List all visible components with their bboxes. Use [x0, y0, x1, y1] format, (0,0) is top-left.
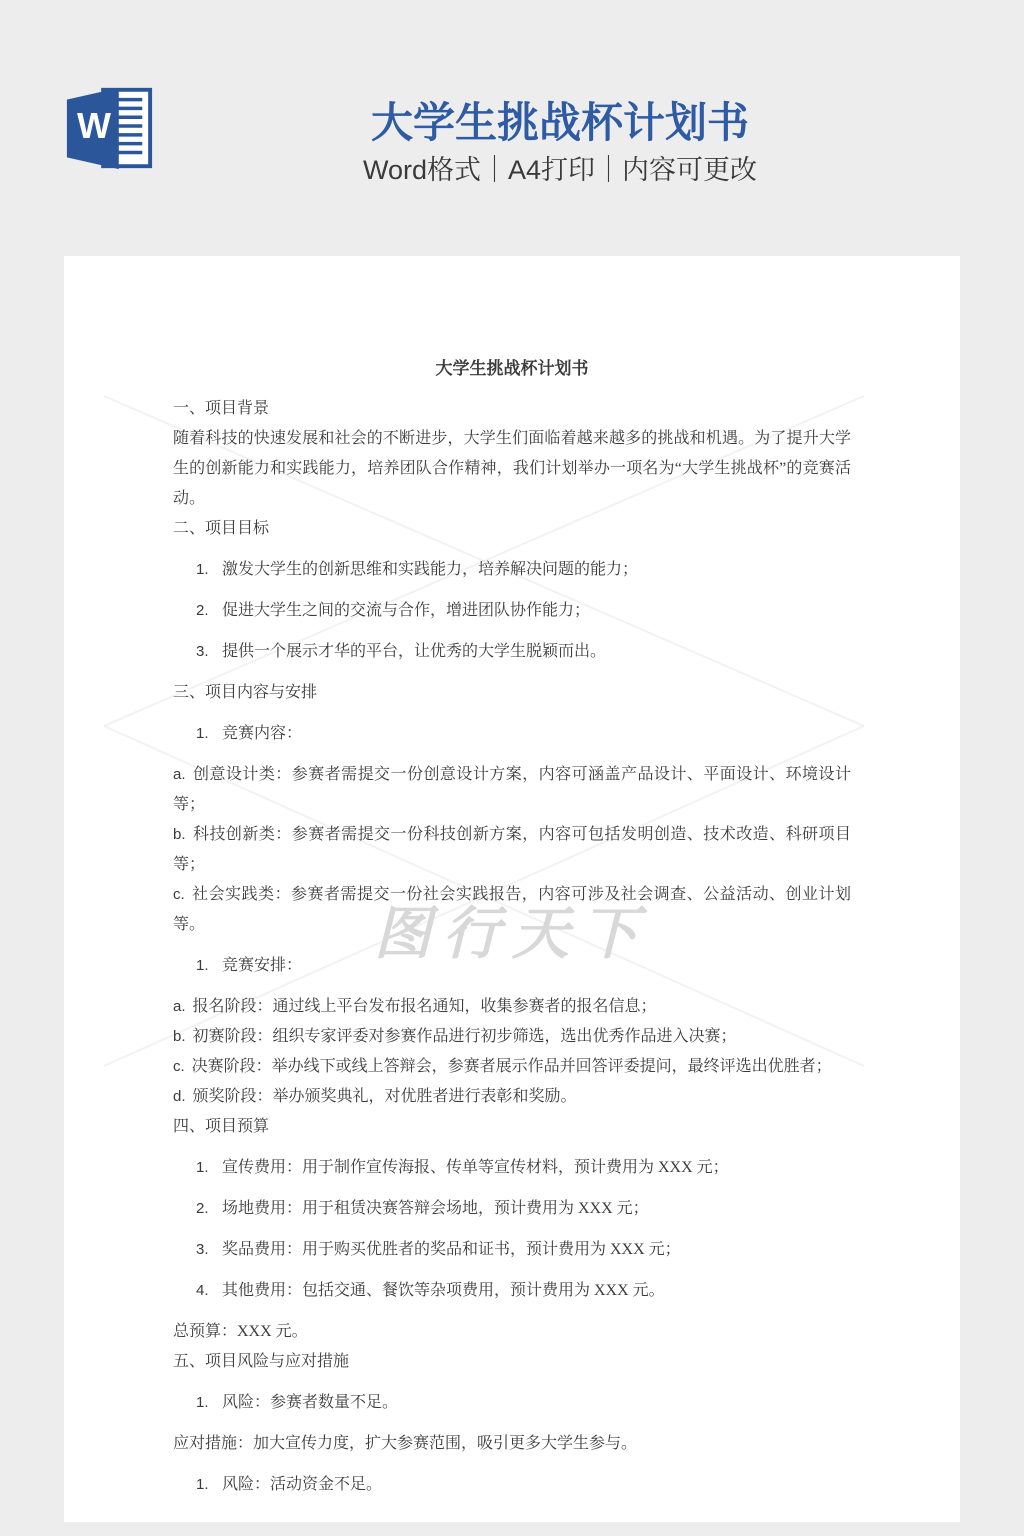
list-item-text: 竞赛内容： — [222, 725, 303, 742]
list-item-letter: a. — [173, 998, 186, 1015]
section-heading: 一、项目背景 — [173, 400, 270, 417]
list-item-text: 场地费用：用于租赁决赛答辩会场地，预计费用为 XXX 元； — [222, 1200, 649, 1217]
lettered-list-item — [173, 820, 851, 880]
list-item-text: 其他费用：包括交通、餐饮等杂项费用，预计费用为 XXX 元。 — [222, 1282, 665, 1299]
document-title: 大学生挑战杯计划书 — [435, 359, 589, 378]
numbered-list-item — [173, 596, 851, 626]
list-item-number: 2. — [196, 1200, 209, 1217]
document-page — [64, 256, 960, 1522]
lettered-list-item — [173, 992, 851, 1022]
doc-content — [64, 256, 960, 1500]
list-item-number: 1. — [196, 725, 209, 742]
page-title: 大学生挑战杯计划书 — [370, 99, 749, 146]
lettered-list-item — [173, 880, 851, 940]
list-item-letter: a. — [173, 766, 186, 783]
numbered-list-item — [173, 719, 851, 749]
numbered-list-item — [173, 1153, 851, 1183]
list-item-number: 1. — [196, 957, 209, 974]
numbered-list-item — [173, 951, 851, 981]
section-heading: 五、项目风险与应对措施 — [173, 1353, 350, 1370]
list-item-text: 初赛阶段：组织专家评委对参赛作品进行初步筛选，选出优秀作品进入决赛； — [192, 1028, 737, 1045]
list-item-text: 颁奖阶段：举办颁奖典礼，对优胜者进行表彰和奖励。 — [192, 1088, 577, 1105]
watermark-text: 图行天下 — [374, 903, 650, 966]
list-item-number: 2. — [196, 602, 209, 619]
list-item-text: 风险：活动资金不足。 — [222, 1476, 383, 1493]
section-heading: 四、项目预算 — [173, 1118, 270, 1135]
lettered-list-item — [173, 1082, 851, 1112]
list-item-letter: b. — [173, 1028, 186, 1045]
list-item-text: 科技创新类：参赛者需提交一份科技创新方案，内容可包括发明创造、技术改造、科研项目等； — [173, 826, 851, 873]
header — [0, 0, 1024, 256]
numbered-list-item — [173, 555, 851, 585]
list-item-text: 促进大学生之间的交流与合作，增进团队协作能力； — [222, 602, 591, 619]
section-heading: 三、项目内容与安排 — [173, 684, 318, 701]
list-item-letter: d. — [173, 1088, 186, 1105]
numbered-list-item — [173, 1388, 851, 1418]
numbered-list-item — [173, 637, 851, 667]
numbered-list-item — [173, 1276, 851, 1306]
list-item-number: 1. — [196, 1159, 209, 1176]
list-item-letter: c. — [173, 886, 185, 903]
list-item-text: 宣传费用：用于制作宣传海报、传单等宣传材料，预计费用为 XXX 元； — [222, 1159, 729, 1176]
list-item-text: 激发大学生的创新思维和实践能力，培养解决问题的能力； — [222, 561, 639, 578]
paragraph: 随着科技的快速发展和社会的不断进步，大学生们面临着越来越多的挑战和机遇。为了提升大学生的创新能力和实践能力，培养团队合作精神，我们计划举办一项名为“大学生挑战杯”的竞赛活动。 — [173, 430, 851, 507]
list-item-text: 创意设计类：参赛者需提交一份创意设计方案，内容可涵盖产品设计、平面设计、环境设计等； — [173, 766, 851, 813]
word-logo-letter: W — [77, 105, 111, 146]
list-item-text: 决赛阶段：举办线下或线上答辩会，参赛者展示作品并回答评委提问，最终评选出优胜者； — [191, 1058, 832, 1075]
list-item-text: 竞赛安排： — [222, 957, 303, 974]
numbered-list-item — [173, 1235, 851, 1265]
list-item-text: 风险：参赛者数量不足。 — [222, 1394, 399, 1411]
header-text — [96, 98, 1024, 185]
list-item-number: 3. — [196, 643, 209, 660]
section-heading: 二、项目目标 — [173, 520, 270, 537]
paragraph: 应对措施：加大宣传力度，扩大参赛范围，吸引更多大学生参与。 — [173, 1435, 638, 1452]
list-item-number: 4. — [196, 1282, 209, 1299]
list-item-letter: b. — [173, 826, 186, 843]
lettered-list-item — [173, 1022, 851, 1052]
list-item-text: 奖品费用：用于购买优胜者的奖品和证书，预计费用为 XXX 元； — [222, 1241, 681, 1258]
lettered-list-item — [173, 760, 851, 820]
list-item-text: 提供一个展示才华的平台，让优秀的大学生脱颖而出。 — [222, 643, 607, 660]
list-item-number: 1. — [196, 561, 209, 578]
list-item-number: 1. — [196, 1476, 209, 1493]
list-item-letter: c. — [173, 1058, 185, 1075]
list-item-number: 1. — [196, 1394, 209, 1411]
list-item-number: 3. — [196, 1241, 209, 1258]
page-subtitle: Word格式｜A4打印｜内容可更改 — [362, 155, 758, 185]
paragraph: 总预算：XXX 元。 — [173, 1323, 308, 1340]
lettered-list-item — [173, 1052, 851, 1082]
numbered-list-item — [173, 1194, 851, 1224]
numbered-list-item — [173, 1470, 851, 1500]
list-item-text: 社会实践类：参赛者需提交一份社会实践报告，内容可涉及社会调查、公益活动、创业计划等。 — [173, 886, 851, 933]
list-item-text: 报名阶段：通过线上平台发布报名通知，收集参赛者的报名信息； — [192, 998, 657, 1015]
